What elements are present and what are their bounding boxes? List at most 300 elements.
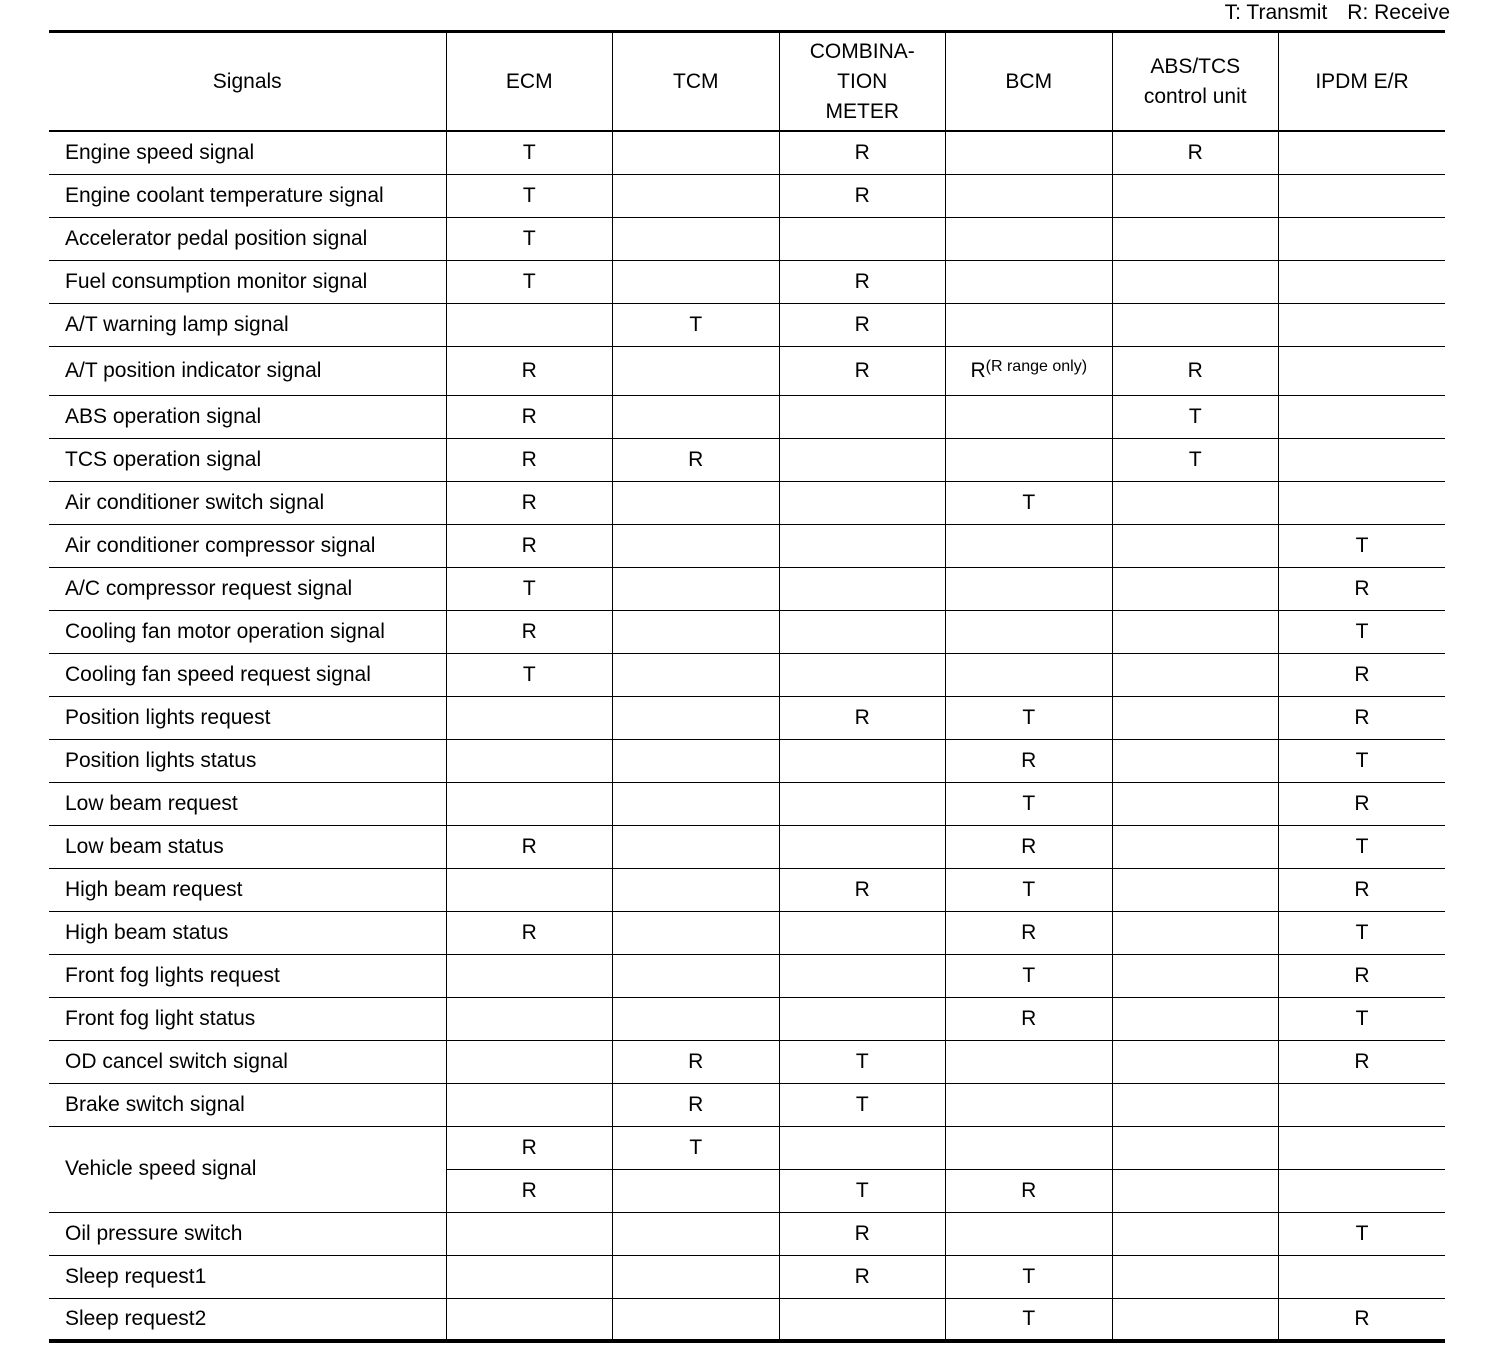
- cell-bcm: [946, 1169, 1113, 1212]
- cell-bcm: [946, 696, 1113, 739]
- cell-value: T: [1022, 963, 1036, 987]
- table-row: [49, 174, 1445, 217]
- cell-tcm: [613, 997, 780, 1040]
- cell-value: T: [1022, 1264, 1036, 1288]
- cell-value: R: [854, 358, 870, 382]
- cell-value: R: [521, 619, 537, 643]
- cell-tcm: [613, 1169, 780, 1212]
- cell-meter: [779, 346, 946, 395]
- cell-value: R: [521, 490, 537, 514]
- cell-meter: [779, 911, 946, 954]
- cell-ecm: [446, 567, 613, 610]
- cell-ecm: [446, 997, 613, 1040]
- header-tcm: TCM: [613, 32, 780, 132]
- cell-ipdm: [1279, 260, 1446, 303]
- cell-bcm: [946, 174, 1113, 217]
- cell-meter: [779, 1212, 946, 1255]
- cell-ecm: [446, 438, 613, 481]
- cell-abs: [1112, 438, 1279, 481]
- cell-ipdm: [1279, 782, 1446, 825]
- cell-bcm: [946, 303, 1113, 346]
- cell-bcm: [946, 868, 1113, 911]
- cell-ipdm: [1279, 696, 1446, 739]
- table-body: [49, 131, 1445, 1341]
- cell-meter: [779, 1255, 946, 1298]
- cell-value: T: [855, 1092, 869, 1116]
- cell-tcm: [613, 481, 780, 524]
- cell-value: T: [1355, 920, 1369, 944]
- cell-meter: [779, 217, 946, 260]
- cell-ipdm: [1279, 131, 1446, 174]
- table-row: [49, 1083, 1445, 1126]
- cell-ecm: [446, 303, 613, 346]
- cell-ipdm: [1279, 1040, 1446, 1083]
- cell-meter: [779, 438, 946, 481]
- cell-tcm: [613, 1212, 780, 1255]
- cell-ipdm: [1279, 174, 1446, 217]
- cell-tcm: [613, 782, 780, 825]
- cell-ipdm: [1279, 481, 1446, 524]
- cell-value: R: [1354, 791, 1370, 815]
- cell-value: R: [854, 1221, 870, 1245]
- cell-value: R: [1021, 920, 1037, 944]
- cell-value: R: [1354, 1306, 1370, 1330]
- cell-ecm: [446, 1083, 613, 1126]
- header-abs-line1: ABS/TCS: [1150, 54, 1241, 78]
- cell-value: R: [970, 359, 986, 382]
- table-row: [49, 524, 1445, 567]
- cell-tcm: [613, 1298, 780, 1341]
- cell-ipdm: [1279, 567, 1446, 610]
- cell-ecm: [446, 739, 613, 782]
- cell-abs: [1112, 696, 1279, 739]
- cell-value: R: [688, 1049, 704, 1073]
- cell-tcm: [613, 739, 780, 782]
- cell-value: T: [1188, 447, 1202, 471]
- cell-value: T: [1022, 877, 1036, 901]
- cell-abs: [1112, 739, 1279, 782]
- cell-tcm: [613, 1126, 780, 1169]
- cell-abs: [1112, 1212, 1279, 1255]
- cell-meter: [779, 868, 946, 911]
- cell-ecm: [446, 260, 613, 303]
- cell-ecm: [446, 174, 613, 217]
- header-ipdm: IPDM E/R: [1279, 32, 1446, 132]
- cell-value: T: [1022, 705, 1036, 729]
- cell-value: T: [855, 1049, 869, 1073]
- cell-value: T: [1355, 1221, 1369, 1245]
- cell-ecm: [446, 131, 613, 174]
- signal-name: Position lights status: [49, 739, 446, 782]
- header-signals: Signals: [49, 32, 446, 132]
- legend-transmit: T: Transmit: [1224, 1, 1328, 24]
- cell-value: R: [688, 447, 704, 471]
- cell-ecm: [446, 1298, 613, 1341]
- signal-name: Accelerator pedal position signal: [49, 217, 446, 260]
- cell-bcm: [946, 610, 1113, 653]
- cell-ecm: [446, 653, 613, 696]
- cell-tcm: [613, 653, 780, 696]
- cell-meter: [779, 825, 946, 868]
- cell-meter: [779, 696, 946, 739]
- cell-ecm: [446, 911, 613, 954]
- cell-tcm: [613, 260, 780, 303]
- cell-meter: [779, 567, 946, 610]
- cell-value: R: [521, 834, 537, 858]
- cell-tcm: [613, 567, 780, 610]
- cell-bcm: [946, 131, 1113, 174]
- header-meter-line1: COMBINA-: [809, 39, 915, 63]
- cell-ecm: [446, 1255, 613, 1298]
- cell-bcm: [946, 997, 1113, 1040]
- table-row: [49, 954, 1445, 997]
- cell-tcm: [613, 131, 780, 174]
- table-row: [49, 696, 1445, 739]
- cell-meter: [779, 954, 946, 997]
- cell-abs: [1112, 217, 1279, 260]
- cell-ipdm: [1279, 825, 1446, 868]
- cell-value: R: [521, 404, 537, 428]
- cell-ecm: [446, 524, 613, 567]
- cell-ipdm: [1279, 303, 1446, 346]
- cell-tcm: [613, 1083, 780, 1126]
- signal-name: Brake switch signal: [49, 1083, 446, 1126]
- header-abs-tcs: [1112, 32, 1279, 132]
- cell-abs: [1112, 1126, 1279, 1169]
- cell-bcm: [946, 567, 1113, 610]
- cell-ipdm: [1279, 653, 1446, 696]
- signal-name: Front fog light status: [49, 997, 446, 1040]
- cell-ipdm: [1279, 1212, 1446, 1255]
- cell-value: T: [522, 269, 536, 293]
- header-combination-meter: [779, 32, 946, 132]
- cell-ecm: [446, 696, 613, 739]
- cell-bcm: [946, 260, 1113, 303]
- cell-ipdm: [1279, 1083, 1446, 1126]
- signal-name: Air conditioner compressor signal: [49, 524, 446, 567]
- cell-ipdm: [1279, 610, 1446, 653]
- cell-tcm: [613, 217, 780, 260]
- cell-tcm: [613, 395, 780, 438]
- cell-bcm: [946, 825, 1113, 868]
- cell-tcm: [613, 1040, 780, 1083]
- cell-value: T: [689, 312, 703, 336]
- signal-name: High beam request: [49, 868, 446, 911]
- signal-name: Sleep request1: [49, 1255, 446, 1298]
- cell-ipdm: [1279, 868, 1446, 911]
- cell-abs: [1112, 481, 1279, 524]
- cell-value: T: [1355, 834, 1369, 858]
- cell-bcm: [946, 1298, 1113, 1341]
- cell-tcm: [613, 610, 780, 653]
- cell-ipdm: [1279, 524, 1446, 567]
- cell-ecm: [446, 1040, 613, 1083]
- cell-bcm: [946, 395, 1113, 438]
- cell-meter: [779, 610, 946, 653]
- cell-tcm: [613, 524, 780, 567]
- cell-value: T: [1355, 533, 1369, 557]
- cell-ipdm: [1279, 1126, 1446, 1169]
- cell-value: T: [522, 226, 536, 250]
- table-row: [49, 1212, 1445, 1255]
- cell-value: R: [1354, 576, 1370, 600]
- table-row: [49, 346, 1445, 395]
- cell-tcm: [613, 303, 780, 346]
- cell-abs: [1112, 954, 1279, 997]
- cell-value: T: [689, 1135, 703, 1159]
- cell-ecm: [446, 610, 613, 653]
- cell-tcm: [613, 346, 780, 395]
- cell-meter: [779, 1040, 946, 1083]
- header-meter-line3: METER: [825, 99, 899, 123]
- cell-value: R: [1021, 748, 1037, 772]
- signal-name: Cooling fan speed request signal: [49, 653, 446, 696]
- cell-abs: [1112, 1169, 1279, 1212]
- table-row: [49, 131, 1445, 174]
- cell-value: R: [854, 705, 870, 729]
- cell-value: R: [854, 877, 870, 901]
- cell-ipdm: [1279, 346, 1446, 395]
- cell-bcm: [946, 1040, 1113, 1083]
- cell-tcm: [613, 825, 780, 868]
- cell-meter: [779, 1169, 946, 1212]
- cell-bcm: [946, 346, 1113, 395]
- cell-abs: [1112, 1255, 1279, 1298]
- cell-tcm: [613, 911, 780, 954]
- cell-meter: [779, 481, 946, 524]
- cell-bcm: [946, 438, 1113, 481]
- signal-name: High beam status: [49, 911, 446, 954]
- cell-bcm: [946, 739, 1113, 782]
- signal-name: TCS operation signal: [49, 438, 446, 481]
- cell-value: R: [521, 1178, 537, 1202]
- signal-name: Fuel consumption monitor signal: [49, 260, 446, 303]
- table-row: [49, 911, 1445, 954]
- cell-ecm: [446, 346, 613, 395]
- table-row: [49, 997, 1445, 1040]
- cell-bcm: [946, 782, 1113, 825]
- cell-value: T: [522, 576, 536, 600]
- cell-value: T: [522, 662, 536, 686]
- cell-value: R: [688, 1092, 704, 1116]
- cell-abs: [1112, 346, 1279, 395]
- cell-abs: [1112, 303, 1279, 346]
- cell-value: R: [1021, 834, 1037, 858]
- table-row: [49, 481, 1445, 524]
- cell-ecm: [446, 868, 613, 911]
- cell-bcm: [946, 911, 1113, 954]
- cell-ecm: [446, 395, 613, 438]
- cell-ecm: [446, 1212, 613, 1255]
- cell-ecm: [446, 1169, 613, 1212]
- cell-meter: [779, 131, 946, 174]
- cell-value: R: [1354, 877, 1370, 901]
- cell-ecm: [446, 217, 613, 260]
- signal-name: Low beam status: [49, 825, 446, 868]
- cell-ipdm: [1279, 739, 1446, 782]
- cell-tcm: [613, 954, 780, 997]
- signal-name: ABS operation signal: [49, 395, 446, 438]
- table-row: [49, 217, 1445, 260]
- cell-ecm: [446, 481, 613, 524]
- cell-bcm: [946, 481, 1113, 524]
- cell-meter: [779, 782, 946, 825]
- cell-value: T: [1355, 619, 1369, 643]
- cell-abs: [1112, 1040, 1279, 1083]
- cell-abs: [1112, 1298, 1279, 1341]
- cell-value: R: [1354, 963, 1370, 987]
- cell-meter: [779, 395, 946, 438]
- table-row: [49, 825, 1445, 868]
- cell-value: R: [1354, 1049, 1370, 1073]
- cell-tcm: [613, 1255, 780, 1298]
- table-row: [49, 739, 1445, 782]
- can-signal-table: [49, 30, 1445, 1343]
- cell-ipdm: [1279, 1298, 1446, 1341]
- cell-value: R: [1187, 358, 1203, 382]
- legend-receive: R: Receive: [1347, 1, 1450, 24]
- cell-meter: [779, 1298, 946, 1341]
- table-row: [49, 260, 1445, 303]
- cell-ecm: [446, 825, 613, 868]
- table-row: [49, 1255, 1445, 1298]
- signal-name: A/T warning lamp signal: [49, 303, 446, 346]
- signal-name: A/C compressor request signal: [49, 567, 446, 610]
- cell-bcm: [946, 653, 1113, 696]
- cell-value: R: [1021, 1006, 1037, 1030]
- signal-name: Air conditioner switch signal: [49, 481, 446, 524]
- signal-name: OD cancel switch signal: [49, 1040, 446, 1083]
- cell-meter: [779, 174, 946, 217]
- cell-meter: [779, 303, 946, 346]
- cell-bcm: [946, 1255, 1113, 1298]
- header-abs-line2: control unit: [1143, 84, 1247, 108]
- legend: [1160, 1, 1450, 25]
- cell-bcm: [946, 1212, 1113, 1255]
- cell-meter: [779, 1083, 946, 1126]
- signal-name: Position lights request: [49, 696, 446, 739]
- cell-bcm: [946, 954, 1113, 997]
- cell-ipdm: [1279, 954, 1446, 997]
- cell-abs: [1112, 610, 1279, 653]
- cell-abs: [1112, 174, 1279, 217]
- cell-abs: [1112, 395, 1279, 438]
- cell-value: T: [522, 183, 536, 207]
- signal-name: Sleep request2: [49, 1298, 446, 1341]
- table-row: [49, 438, 1445, 481]
- cell-bcm: [946, 1126, 1113, 1169]
- cell-value: T: [1355, 748, 1369, 772]
- cell-abs: [1112, 782, 1279, 825]
- signal-name: Front fog lights request: [49, 954, 446, 997]
- table-row: [49, 1040, 1445, 1083]
- cell-value: T: [1022, 1306, 1036, 1330]
- cell-meter: [779, 524, 946, 567]
- cell-bcm: [946, 524, 1113, 567]
- cell-value: R: [521, 533, 537, 557]
- cell-meter: [779, 997, 946, 1040]
- cell-value: R: [854, 312, 870, 336]
- cell-value: R: [854, 269, 870, 293]
- cell-ecm: [446, 954, 613, 997]
- header-row: [49, 32, 1445, 132]
- cell-ipdm: [1279, 1255, 1446, 1298]
- cell-value: R: [854, 183, 870, 207]
- cell-value: R: [521, 1135, 537, 1159]
- header-meter-line2: TION: [837, 69, 888, 93]
- table-row: [49, 567, 1445, 610]
- signal-name: Vehicle speed signal: [49, 1126, 446, 1212]
- cell-ecm: [446, 782, 613, 825]
- cell-abs: [1112, 911, 1279, 954]
- cell-value: T: [855, 1178, 869, 1202]
- table-row: [49, 610, 1445, 653]
- cell-meter: [779, 1126, 946, 1169]
- header-bcm: BCM: [946, 32, 1113, 132]
- cell-value: R: [521, 447, 537, 471]
- cell-abs: [1112, 567, 1279, 610]
- table-row: [49, 653, 1445, 696]
- cell-value: R: [1354, 705, 1370, 729]
- table-row: [49, 395, 1445, 438]
- cell-meter: [779, 653, 946, 696]
- cell-bcm: [946, 217, 1113, 260]
- cell-value: R: [1021, 1178, 1037, 1202]
- table-row: [49, 1298, 1445, 1341]
- cell-meter: [779, 739, 946, 782]
- cell-abs: [1112, 524, 1279, 567]
- signal-name: Oil pressure switch: [49, 1212, 446, 1255]
- signal-name: Engine coolant temperature signal: [49, 174, 446, 217]
- cell-tcm: [613, 174, 780, 217]
- cell-tcm: [613, 696, 780, 739]
- header-ecm: ECM: [446, 32, 613, 132]
- cell-value: T: [1188, 404, 1202, 428]
- cell-ipdm: [1279, 217, 1446, 260]
- signal-name: Cooling fan motor operation signal: [49, 610, 446, 653]
- cell-abs: [1112, 1083, 1279, 1126]
- cell-value: T: [1022, 490, 1036, 514]
- cell-value: R: [1187, 140, 1203, 164]
- cell-tcm: [613, 438, 780, 481]
- signal-name: Low beam request: [49, 782, 446, 825]
- range-note: (R range only): [985, 358, 1088, 375]
- cell-ipdm: [1279, 911, 1446, 954]
- cell-value: T: [1022, 791, 1036, 815]
- cell-abs: [1112, 131, 1279, 174]
- cell-value: R: [854, 140, 870, 164]
- cell-bcm: [946, 1083, 1113, 1126]
- cell-value: R: [521, 920, 537, 944]
- cell-tcm: [613, 868, 780, 911]
- cell-abs: [1112, 868, 1279, 911]
- cell-value: T: [1355, 1006, 1369, 1030]
- cell-abs: [1112, 997, 1279, 1040]
- table-row: [49, 1126, 1445, 1169]
- cell-abs: [1112, 260, 1279, 303]
- table-row: [49, 868, 1445, 911]
- signal-name: A/T position indicator signal: [49, 346, 446, 395]
- table-row: [49, 782, 1445, 825]
- cell-meter: [779, 260, 946, 303]
- cell-value: R: [521, 358, 537, 382]
- table-row: [49, 303, 1445, 346]
- cell-abs: [1112, 825, 1279, 868]
- cell-ipdm: [1279, 438, 1446, 481]
- cell-abs: [1112, 653, 1279, 696]
- cell-ipdm: [1279, 997, 1446, 1040]
- cell-value: T: [522, 140, 536, 164]
